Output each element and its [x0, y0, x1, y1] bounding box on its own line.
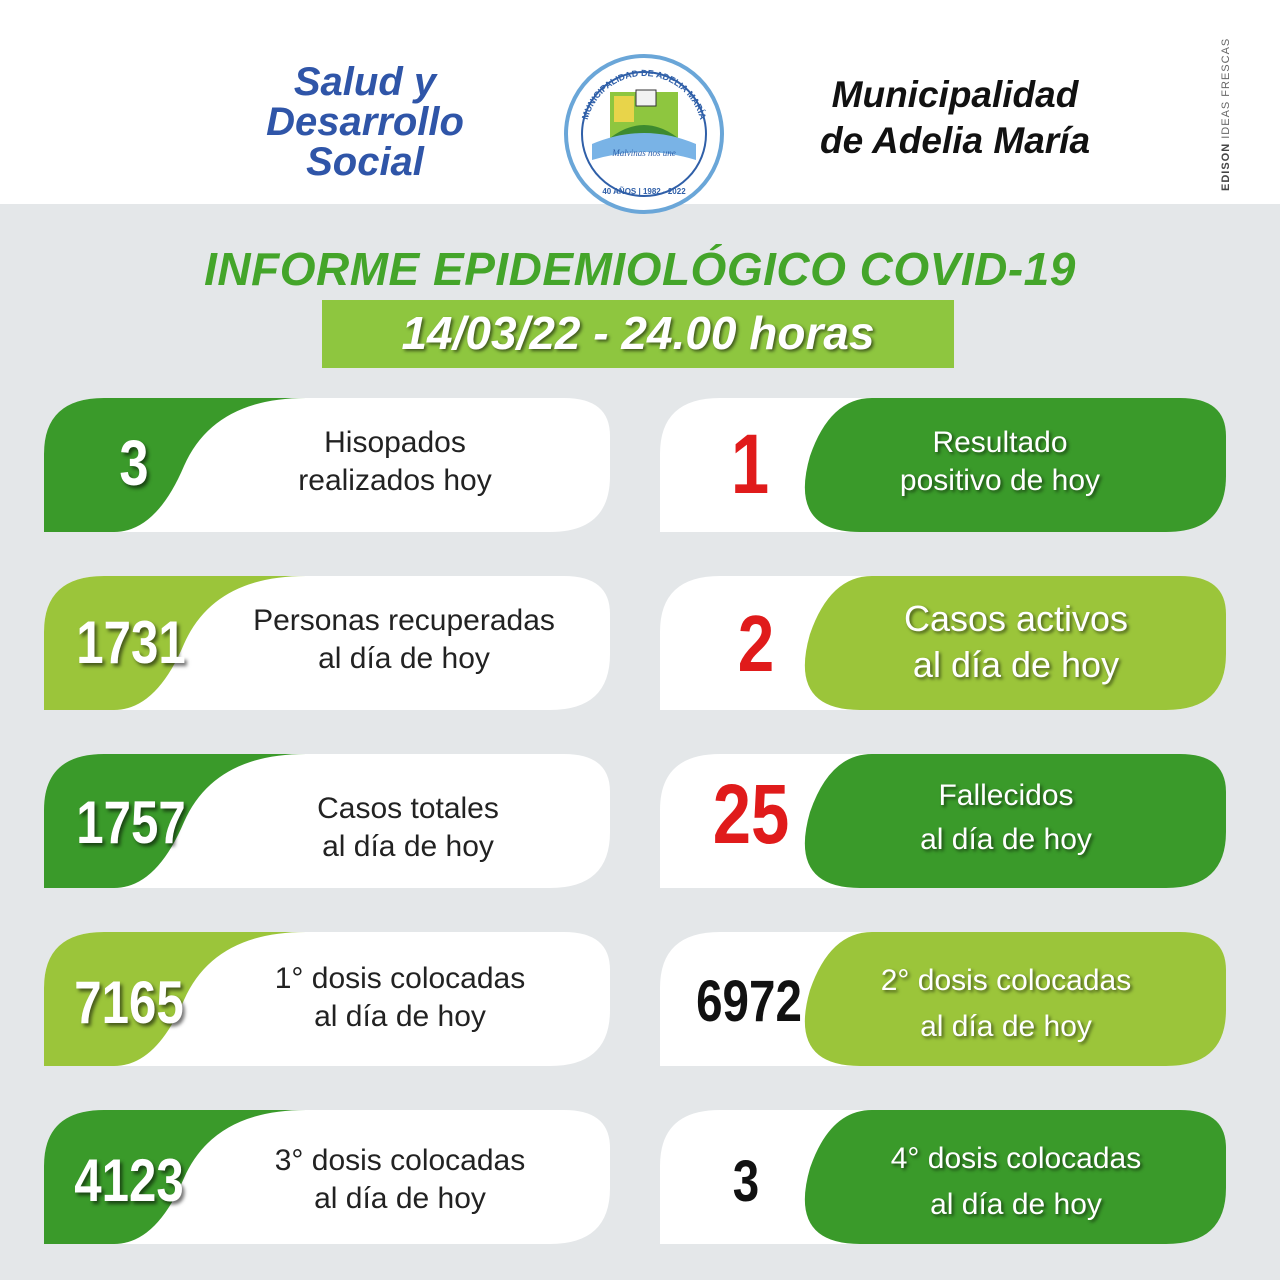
stat-card-dosis-4 [660, 1108, 1226, 1246]
stat-label: Resultado positivo de hoy [899, 426, 1101, 497]
municipality-title: Municipalidad de Adelia María [819, 74, 1091, 161]
seal-ring-text: MUNICIPALIDAD DE ADELIA MARÍA [579, 67, 709, 121]
stat-card-hisopados [44, 396, 610, 534]
stat-label: 3° dosis colocadas al día de hoy [274, 1144, 526, 1215]
stat-card-dosis-2 [660, 930, 1226, 1068]
stat-label: Casos totales al día de hoy [317, 792, 499, 863]
seal-banner-text: Malvinas nos une [612, 148, 676, 158]
stat-label: Casos activos al día de hoy [903, 598, 1129, 685]
stat-value: 2 [737, 599, 775, 688]
stat-value: 25 [712, 767, 790, 861]
stat-value: 7165 [74, 969, 184, 1036]
design-credit: EDISON IDEAS FRESCAS [1220, 37, 1232, 191]
stat-label: Hisopados realizados hoy [298, 426, 492, 497]
stat-card-casos-activos [660, 574, 1226, 712]
stat-card-positivo [660, 396, 1226, 534]
stat-label: 4° dosis colocadas al día de hoy [890, 1142, 1142, 1221]
stat-value: 1731 [76, 609, 186, 676]
report-date: 14/03/22 - 24.00 horas [401, 307, 875, 359]
stat-card-casos-totales [44, 752, 610, 890]
stat-value: 4123 [74, 1147, 184, 1214]
stat-card-recuperadas [44, 574, 610, 712]
stat-card-dosis-3 [44, 1108, 610, 1246]
stat-card-fallecidos [660, 752, 1226, 890]
stat-value: 6972 [696, 969, 802, 1034]
header [0, 0, 1280, 204]
stat-value: 3 [119, 427, 149, 499]
seal-bottom-text: 40 AÑOS | 1982 - 2022 [602, 187, 686, 196]
stat-label: 1° dosis colocadas al día de hoy [274, 962, 526, 1033]
stat-value: 1757 [76, 789, 186, 856]
stat-label: 2° dosis colocadas al día de hoy [880, 964, 1132, 1043]
stat-value: 3 [732, 1149, 760, 1214]
stat-value: 1 [730, 417, 770, 511]
salud-logo: Salud y Desarrollo Social [266, 60, 464, 184]
stat-label: Personas recuperadas al día de hoy [253, 604, 555, 675]
municipal-seal-logo [562, 52, 726, 216]
stat-card-dosis-1 [44, 930, 610, 1068]
report-title: INFORME EPIDEMIOLÓGICO COVID-19 [204, 243, 1076, 295]
stat-label: Fallecidos al día de hoy [920, 779, 1092, 856]
